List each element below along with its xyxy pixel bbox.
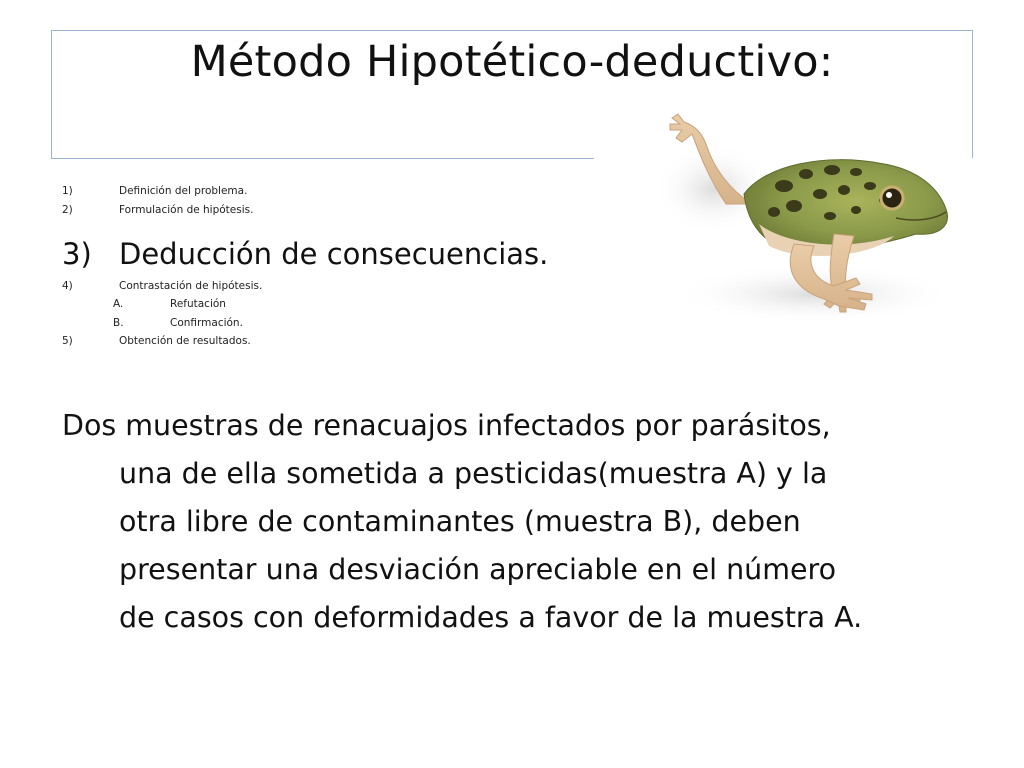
substep-b: [113, 316, 243, 330]
step-5: [62, 334, 251, 348]
substep-a: [113, 297, 226, 311]
step-number: 2): [62, 204, 73, 216]
title-frame-rule: [51, 158, 594, 159]
slide-title: Método Hipotético-deductivo:: [190, 37, 834, 87]
step-2: [62, 203, 253, 217]
hypothesis-paragraph: [62, 402, 962, 642]
paragraph-line: presentar una desviación apreciable en el número: [119, 553, 837, 586]
step-text: Deducción de consecuencias.: [119, 237, 549, 271]
step-text: Contrastación de hipótesis.: [119, 280, 263, 292]
step-text: Obtención de resultados.: [119, 335, 251, 347]
step-3-highlight: [62, 234, 548, 274]
step-text: Definición del problema.: [119, 185, 248, 197]
substep-letter: A.: [113, 298, 124, 310]
step-number: 5): [62, 335, 73, 347]
paragraph-line: otra libre de contaminantes (muestra B), deben: [119, 505, 801, 538]
step-4: [62, 279, 262, 293]
step-number: 1): [62, 185, 73, 197]
paragraph-line: Dos muestras de renacuajos infectados por parásitos,: [62, 409, 831, 442]
step-number: 4): [62, 280, 73, 292]
step-1: [62, 184, 247, 198]
substep-text: Refutación: [170, 298, 226, 310]
step-number: 3): [62, 237, 92, 271]
paragraph-line: de casos con deformidades a favor de la muestra A.: [119, 601, 863, 634]
step-text: Formulación de hipótesis.: [119, 204, 254, 216]
frog-image: [634, 94, 958, 334]
paragraph-line: una de ella sometida a pesticidas(muestra A) y la: [119, 457, 828, 490]
substep-letter: B.: [113, 317, 124, 329]
substep-text: Confirmación.: [170, 317, 243, 329]
